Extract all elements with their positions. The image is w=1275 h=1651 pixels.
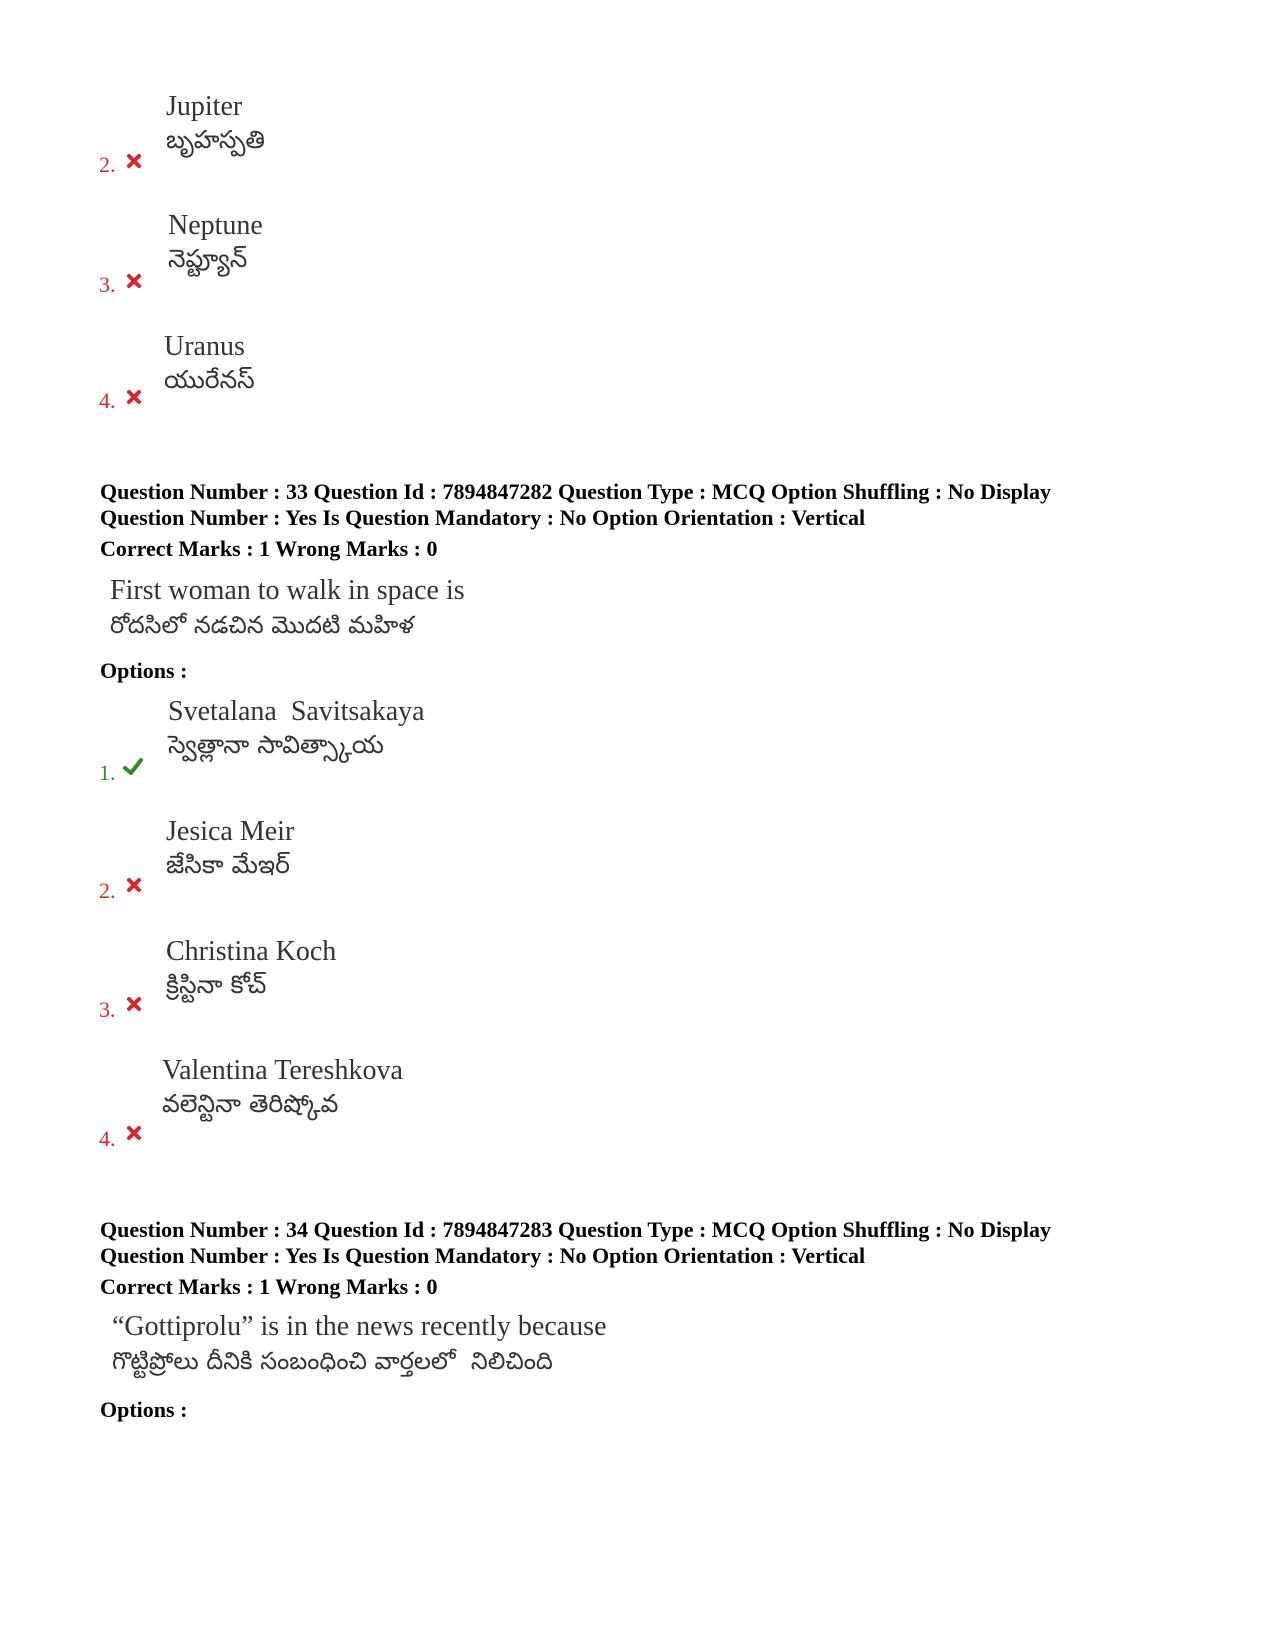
option-text-en: Jesica Meir [166, 816, 295, 847]
question-meta-line-2: Question Number : Yes Is Question Mandatory : No Option Orientation : Vertical [100, 1243, 866, 1268]
question-text-image [110, 574, 465, 642]
question-marks: Correct Marks : 1 Wrong Marks : 0 [100, 536, 438, 561]
cross-icon [125, 876, 143, 894]
option-number: 2. [99, 152, 116, 177]
cross-icon [125, 1124, 143, 1142]
options-label: Options : [100, 658, 188, 683]
option-text-te: యురేనస్ [164, 365, 255, 394]
option-number: 1. [99, 760, 116, 785]
option-2-image [166, 815, 294, 881]
option-4-image [164, 330, 255, 396]
question-text-en: “Gottiprolu” is in the news recently because [112, 1311, 607, 1342]
options-label: Options : [100, 1397, 188, 1422]
option-number: 4. [99, 388, 116, 413]
option-text-en: Valentina Tereshkova [162, 1055, 403, 1086]
option-number: 2. [99, 878, 116, 903]
question-meta-line-1: Question Number : 33 Question Id : 7894847282 Question Type : MCQ Option Shuffling : No Display [100, 479, 1052, 504]
option-3-image [168, 209, 263, 275]
option-text-en: Uranus [164, 331, 245, 362]
question-text-en: First woman to walk in space is [110, 575, 465, 606]
option-3-image [166, 935, 336, 1001]
option-number: 3. [99, 272, 116, 297]
option-text-te: స్వెత్లానా సావిత్స్కాయ [168, 730, 384, 759]
option-text-te: నెప్ట్యూన్ [168, 244, 248, 273]
option-text-en: Neptune [168, 210, 263, 241]
question-meta-line-1: Question Number : 34 Question Id : 7894847283 Question Type : MCQ Option Shuffling : No Display [100, 1217, 1052, 1242]
cross-icon [125, 272, 143, 290]
option-2-image [166, 90, 265, 156]
option-number: 3. [99, 997, 116, 1022]
option-text-te: బృహస్పతి [166, 125, 265, 154]
question-meta-line-2: Question Number : Yes Is Question Mandatory : No Option Orientation : Vertical [100, 505, 866, 530]
question-text-te: రోదసిలో నడచిన మొదటి మహిళ [110, 611, 415, 639]
option-1-image [168, 695, 425, 761]
option-text-te: జేసికా మేఇర్ [166, 850, 290, 879]
option-4-image [162, 1054, 403, 1120]
cross-icon [125, 995, 143, 1013]
option-text-en: Svetalana Savitsakaya [168, 696, 425, 727]
option-text-en: Jupiter [166, 91, 243, 122]
cross-icon [125, 388, 143, 406]
check-icon [122, 757, 144, 777]
option-text-te: వలెన్టినా తెరిష్కోవ [162, 1089, 339, 1118]
option-number: 4. [99, 1126, 116, 1151]
question-text-image [112, 1310, 607, 1378]
option-text-en: Christina Koch [166, 936, 337, 967]
option-text-te: క్రిస్టినా కోచ్ [166, 970, 267, 999]
question-marks: Correct Marks : 1 Wrong Marks : 0 [100, 1274, 438, 1299]
cross-icon [125, 152, 143, 170]
question-text-te: గొట్టిప్రోలు దీనికి సంబంధించి వార్తలలో నిలిచింది [112, 1347, 553, 1375]
